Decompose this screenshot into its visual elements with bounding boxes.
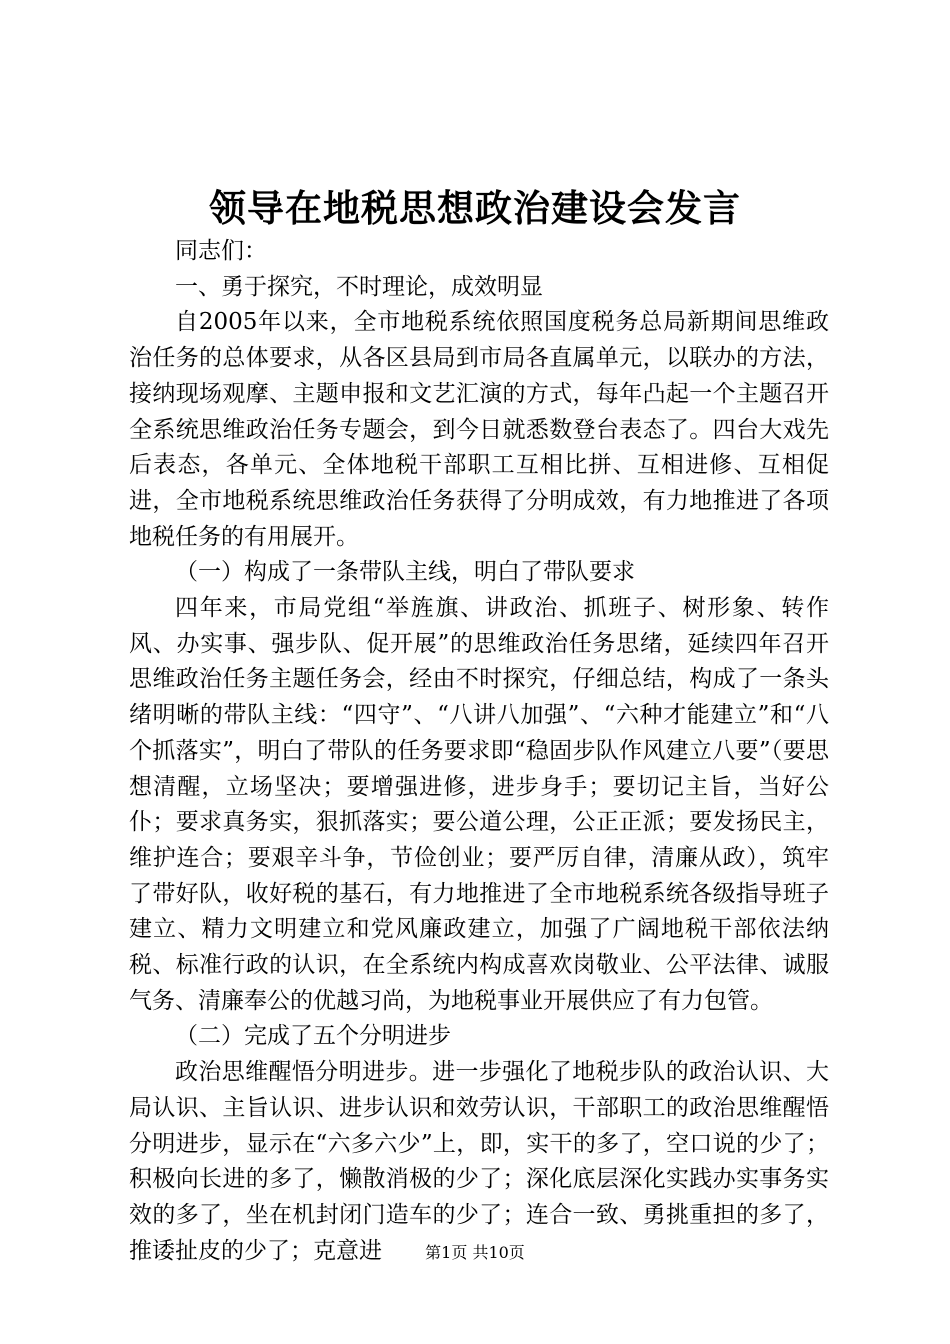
body-paragraph: 四年来，市局党组“举旌旗、讲政治、抓班子、树形象、转作风、办实事、强步队、促开展”的思维政治任务思绪，延续四年召开思维政治任务主题任务会，经由不时探究，仔细总结，构成了一条头绪明晰的带队主线：“四守”、“八讲八加强”、“六种才能建立”和“八个抓落实”，明白了带队的任务要求即“稳固步队作风建立八要”（要思想清醒，立场坚决；要增强进修，进步身手；要切记主旨，当好公仆；要求真务实，狠抓落实；要公道公理，公正正派；要发扬民主，维护连合；要艰辛斗争，节俭创业；要严厉自律，清廉从政），筑牢了带好队，收好税的基石，有力地推进了全市地税系统各级指导班子建立、精力文明建立和党风廉政建立，加强了广阔地税干部依法纳税、标准行政的认识，在全系统内构成喜欢岗敬业、公平法律、诚服气务、清廉奉公的优越习尚，为地税事业开展供应了有力包管。 (129, 595, 829, 1014)
page-footer: 第1页 共10页 (425, 1243, 525, 1262)
body-paragraph: 政治思维醒悟分明进步。进一步强化了地税步队的政治认识、大局认识、主旨认识、进步认识和效劳认识，干部职工的政治思维醒悟分明进步，显示在“六多六少”上，即，实干的多了，空口说的少了；积极向长进的多了，懒散消极的少了；深化底层深化实践办实事务实效的多了，坐在机封闭门造车的少了；连合一致、勇挑重担的多了，推诿扯皮的少了；克意进 (129, 1059, 829, 1264)
salutation: 同志们： (175, 238, 267, 264)
document-title: 领导在地税思想政治建设会发言 (209, 186, 741, 230)
subsection-heading: （二）完成了五个分明进步 (175, 1023, 451, 1050)
subsection-heading: （一）构成了一条带队主线，明白了带队要求 (175, 559, 635, 586)
section-heading: 一、勇于探究，不时理论，成效明显 (175, 273, 543, 300)
body-paragraph: 自2005年以来，全市地税系统依照国度税务总局新期间思维政治任务的总体要求，从各区县局到市局各直属单元，以联办的方法，接纳现场观摩、主题申报和文艺汇演的方式，每年凸起一个主题召开全系统思维政治任务专题会，到今日就悉数登台表态了。四台大戏先后表态，各单元、全体地税干部职工互相比拼、互相进修、互相促进，全市地税系统思维政治任务获得了分明成效，有力地推进了各项地税任务的有用展开。 (129, 309, 829, 550)
document-body (129, 234, 829, 1269)
